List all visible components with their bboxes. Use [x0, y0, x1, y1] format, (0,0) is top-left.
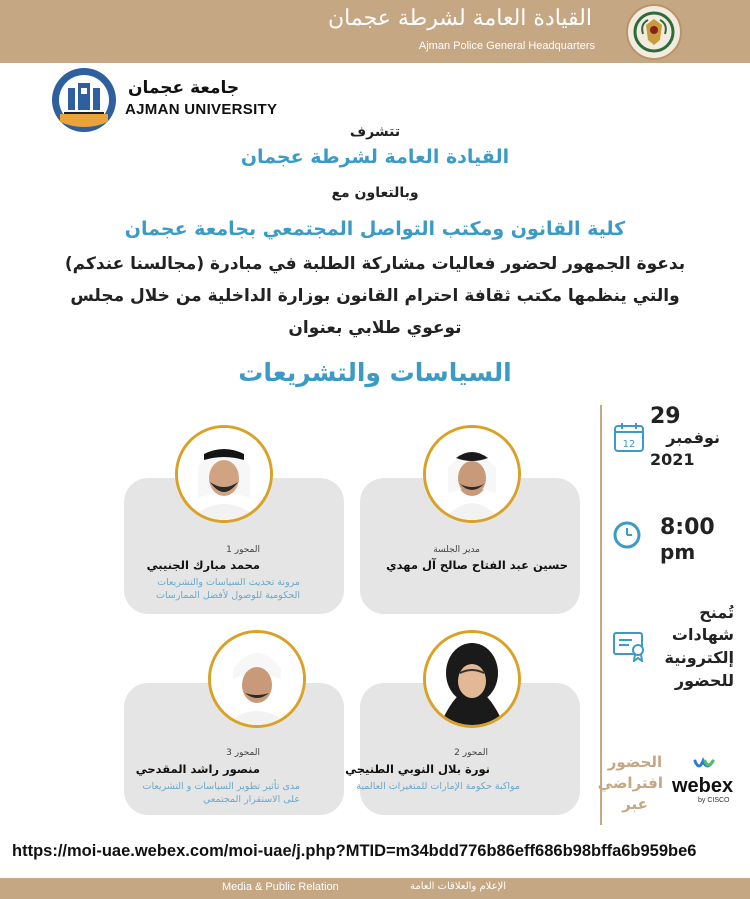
speaker-3-role: المحور 3 [226, 748, 260, 758]
partner-organization: كلية القانون ومكتب التواصل المجتمعي بجامعة عجمان [124, 218, 626, 240]
hq-title-english: Ajman Police General Headquarters [418, 40, 595, 52]
speaker-3-photo-avatar [208, 630, 306, 728]
speaker-2-role: المحور 2 [454, 748, 488, 758]
event-year: 2021 [650, 450, 695, 469]
svg-text:12: 12 [622, 439, 636, 450]
speaker-1-topic-line-1: مرونة تحديث السياسات والتشريعات [157, 577, 300, 588]
webex-sublabel: by CISCO [698, 797, 730, 804]
session-title: السياسات والتشريعات [238, 358, 512, 387]
virtual-attendance-label [597, 752, 663, 815]
moderator-role: مدير الجلسة [433, 545, 480, 555]
moderator-photo-avatar [423, 425, 521, 523]
certificate-line-2: شهادات [671, 625, 734, 644]
speaker-1-photo-avatar [175, 425, 273, 523]
event-time: 8:00 [660, 515, 715, 540]
event-time-period: pm [660, 540, 696, 564]
speaker-2-photo-avatar [423, 630, 521, 728]
speaker-1-name: محمد مبارك الجنيبي [146, 558, 260, 572]
calendar-icon [612, 420, 646, 458]
attendance-line-2: افتراضي [597, 774, 663, 792]
clock-icon [612, 520, 642, 554]
event-month: نوفمبر [666, 428, 720, 447]
invitation-line-3: توعوي طلابي بعنوان [288, 318, 462, 338]
intro-honored: تتشرف [349, 124, 401, 140]
certificate-line-4: للحضور [674, 671, 734, 690]
event-day: 29 [650, 404, 681, 429]
host-organization: القيادة العامة لشرطة عجمان [240, 146, 510, 168]
certificate-line-1: تُمنح [699, 603, 734, 622]
webex-label: webex [672, 775, 734, 797]
footer-media-arabic: الإعلام والعلاقات العامة [410, 881, 507, 892]
attendance-line-1: الحضور [607, 753, 663, 771]
university-name-english: AJMAN UNIVERSITY [125, 101, 278, 118]
vertical-divider [600, 405, 602, 825]
speaker-2-topic-line-1: مواكبة حكومة الإمارات للمتغيرات العالمية [356, 781, 520, 792]
police-emblem-icon [626, 4, 682, 60]
hq-title-arabic: القيادة العامة لشرطة عجمان [328, 6, 592, 31]
meeting-link[interactable]: https://moi-uae.webex.com/moi-uae/j.php?MTID=m34bdd776b86eff686b98bffa6b959be6 [12, 842, 697, 860]
invitation-line-2: والتي ينظمها مكتب ثقافة احترام القانون بوزارة الداخلية من خلال مجلس [70, 286, 680, 306]
speaker-3-topic-line-2: على الاستقرار المجتمعي [203, 794, 300, 805]
speaker-1-topic-line-2: الحكومية للوصول لأفضل الممارسات [156, 590, 300, 601]
footer-media-english: Media & Public Relation [222, 881, 339, 893]
in-cooperation-with: وبالتعاون مع [331, 185, 419, 201]
webex-logo-icon [693, 757, 715, 777]
speaker-2-name: نورة بلال النوبي الطنيجي [345, 762, 490, 776]
certificate-line-3: إلكترونية [664, 648, 734, 667]
speaker-3-name: منصور راشد المقدحي [135, 762, 260, 776]
speaker-1-role: المحور 1 [226, 545, 260, 555]
attendance-line-3: عبر [622, 795, 648, 813]
moderator-name: حسين عبد الفتاح صالح آل مهدي [386, 558, 568, 572]
footer-bar [0, 878, 750, 899]
speaker-3-topic-line-1: مدى تأثير تطوير السياسات و التشريعات [142, 781, 300, 792]
invitation-line-1: بدعوة الجمهور لحضور فعاليات مشاركة الطلبة في مبادرة (مجالسنا عندكم) [64, 254, 686, 274]
university-name-arabic: جامعة عجمان [128, 78, 240, 98]
